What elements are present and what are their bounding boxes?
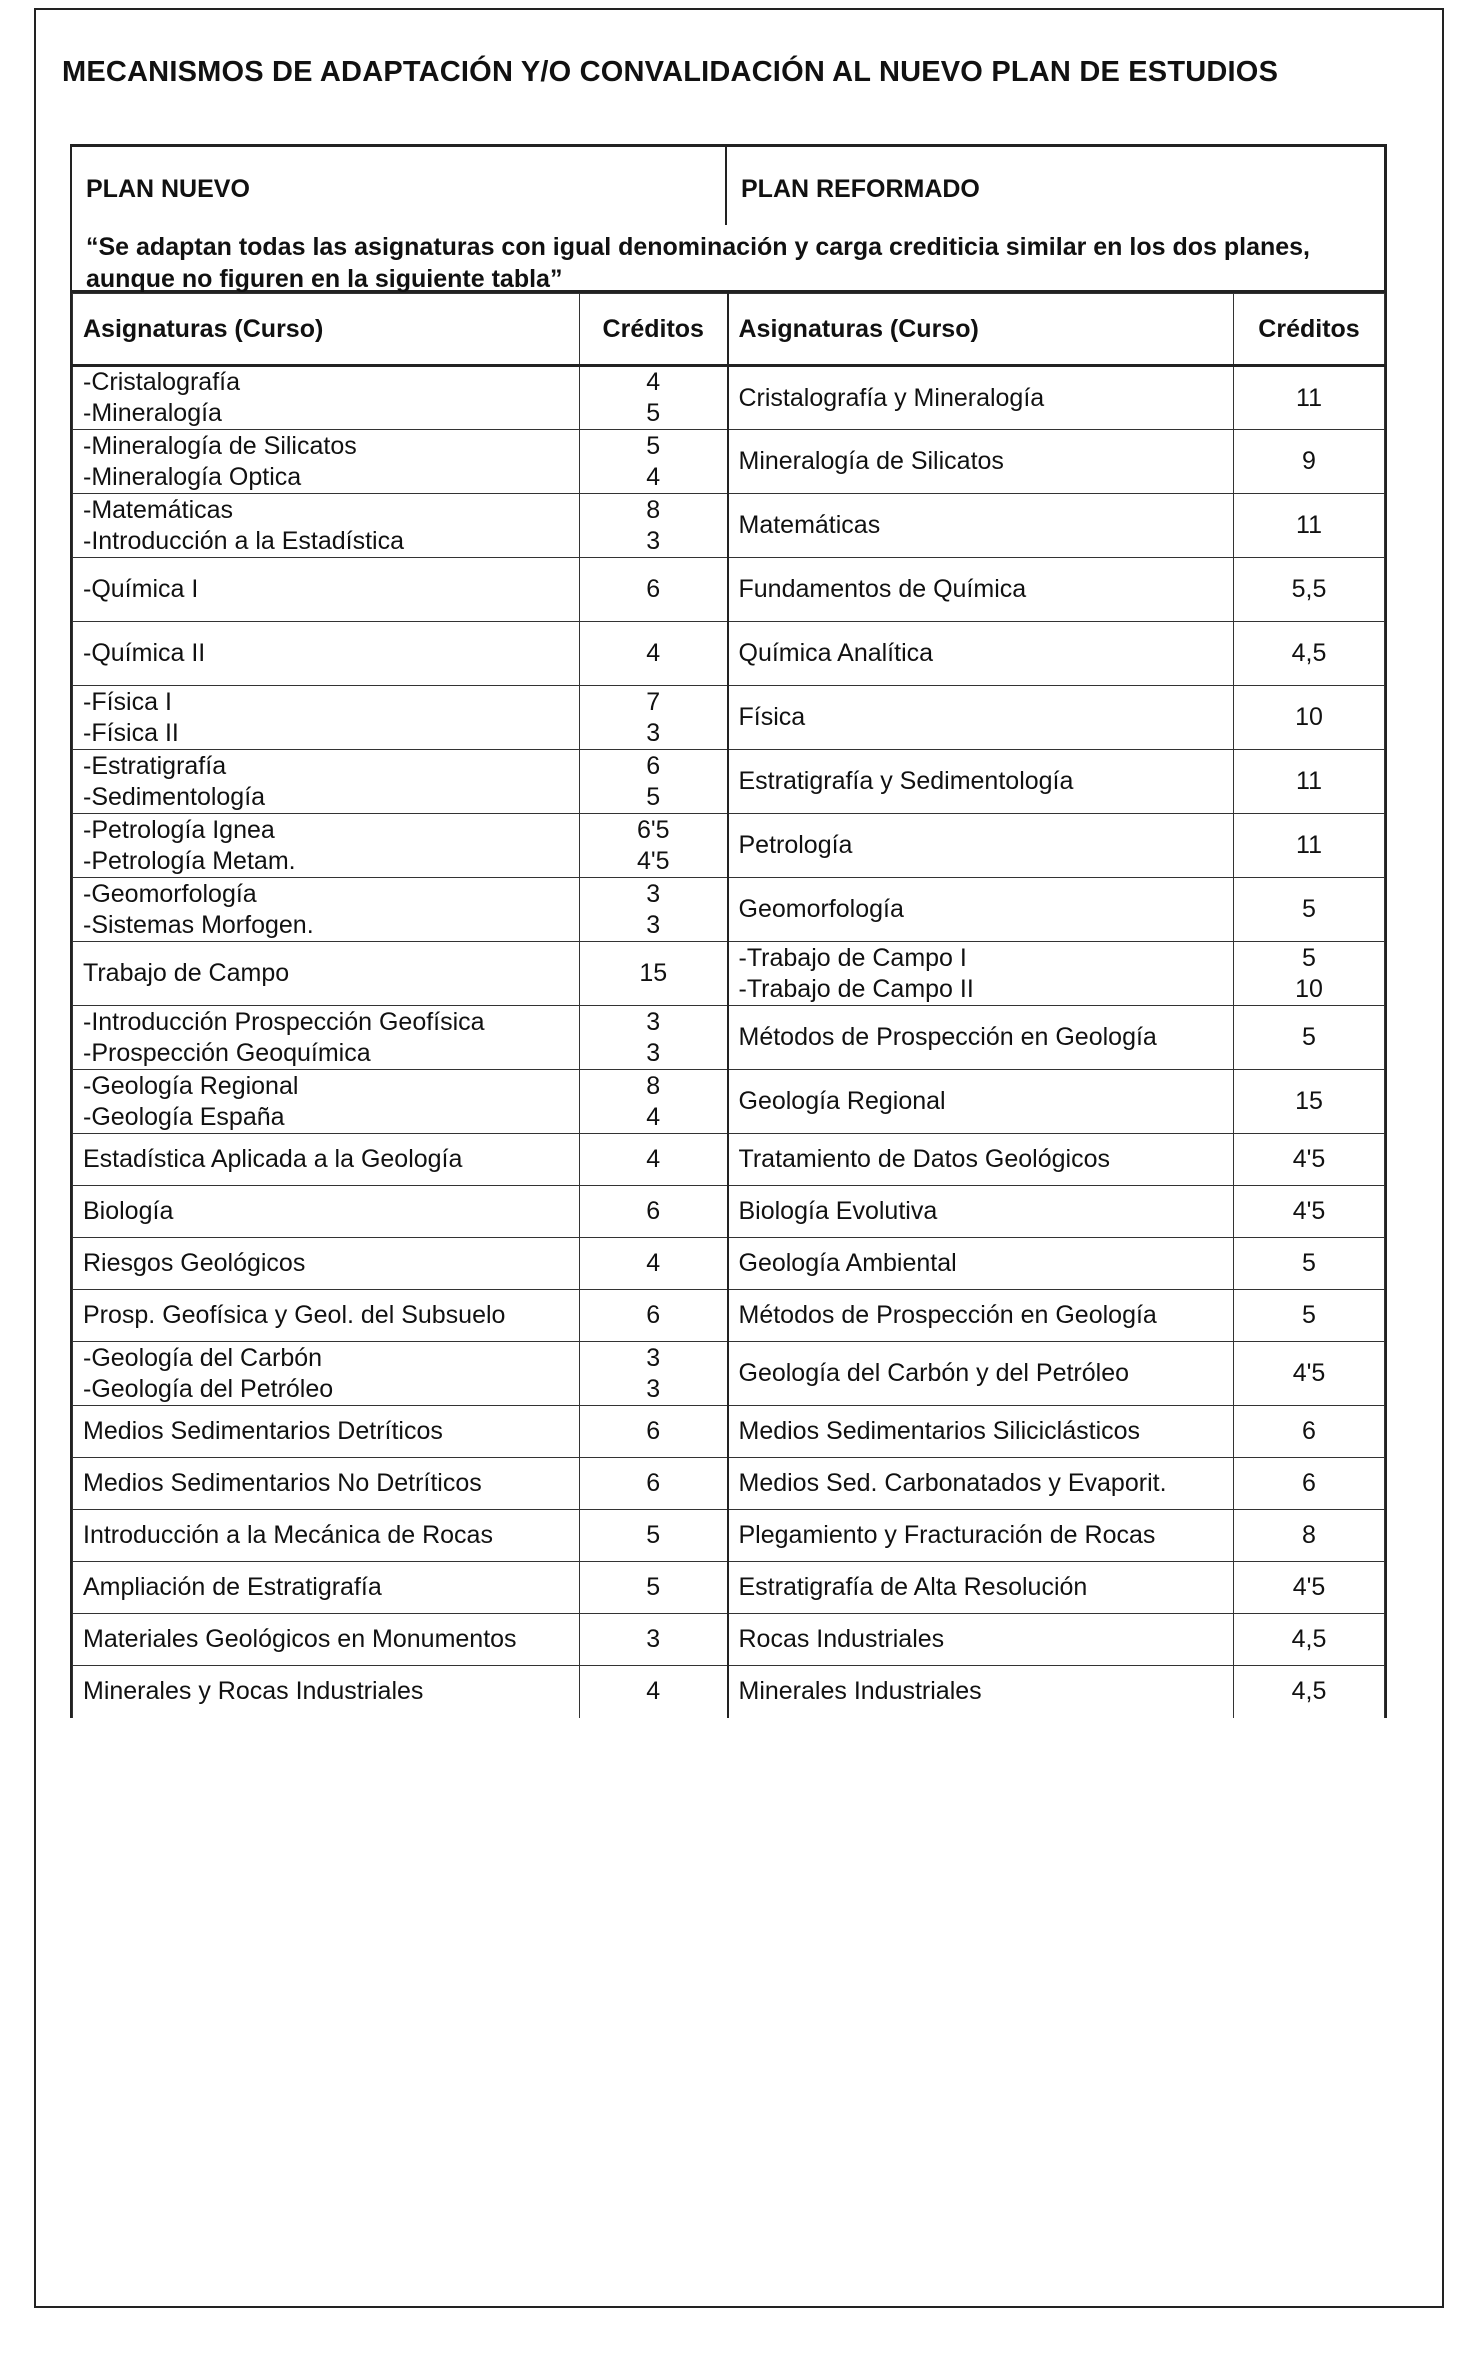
credits-new-cell bbox=[1234, 1666, 1385, 1718]
credits-new-line: 4'5 bbox=[1292, 1359, 1326, 1387]
credits-new-line: 6 bbox=[1302, 1469, 1316, 1497]
subject-old-line: -Petrología Ignea bbox=[83, 815, 275, 844]
subject-old-line: Ampliación de Estratigrafía bbox=[83, 1573, 382, 1601]
credits-old-line: 3 bbox=[646, 1038, 661, 1067]
credits-old-cell bbox=[580, 1134, 728, 1186]
subject-new-line: Métodos de Prospección en Geología bbox=[738, 1301, 1157, 1329]
credits-new-line: 5 bbox=[1302, 1249, 1316, 1277]
subject-new-line: Fundamentos de Química bbox=[738, 575, 1027, 603]
subject-new-line: Biología Evolutiva bbox=[738, 1197, 938, 1225]
table-row bbox=[73, 1562, 1385, 1614]
subject-old-cell bbox=[73, 366, 580, 430]
subject-new-line: Geomorfología bbox=[738, 895, 904, 923]
credits-new-line: 4,5 bbox=[1291, 639, 1327, 667]
credits-new-cell bbox=[1234, 1510, 1385, 1562]
subject-new-line: Tratamiento de Datos Geológicos bbox=[738, 1145, 1110, 1173]
credits-new-line: 5 bbox=[1302, 1023, 1316, 1051]
subject-new-line: Medios Sedimentarios Siliciclásticos bbox=[738, 1417, 1141, 1445]
table-row bbox=[73, 1510, 1385, 1562]
credits-new-line: 11 bbox=[1296, 511, 1322, 539]
subject-old-cell bbox=[73, 1406, 580, 1458]
credits-old-line: 3 bbox=[646, 910, 661, 939]
subject-old-line: -Geología del Petróleo bbox=[83, 1374, 334, 1403]
subject-old-cell bbox=[73, 1510, 580, 1562]
credits-old-cell bbox=[580, 430, 728, 494]
credits-old-line: 6 bbox=[646, 751, 661, 780]
subject-old-line: Prosp. Geofísica y Geol. del Subsuelo bbox=[83, 1301, 506, 1329]
table-row bbox=[73, 558, 1385, 622]
subject-new-line: Estratigrafía de Alta Resolución bbox=[738, 1573, 1088, 1601]
subject-new-cell bbox=[728, 1406, 1234, 1458]
col-header-subjects-left: Asignaturas (Curso) bbox=[73, 294, 580, 366]
subject-old-line: -Química II bbox=[83, 639, 206, 667]
subject-new-line: Geología Regional bbox=[738, 1087, 946, 1115]
document-title: MECANISMOS DE ADAPTACIÓN Y/O CONVALIDACIÓN AL NUEVO PLAN DE ESTUDIOS bbox=[62, 56, 1279, 88]
credits-old-line: 5 bbox=[646, 1573, 661, 1601]
subject-new-line: Estratigrafía y Sedimentología bbox=[738, 767, 1074, 795]
subject-new-cell bbox=[728, 1562, 1234, 1614]
subject-old-line: Materiales Geológicos en Monumentos bbox=[83, 1625, 517, 1653]
credits-new-line: 9 bbox=[1302, 447, 1316, 475]
credits-new-line: 6 bbox=[1302, 1417, 1316, 1445]
credits-new-cell bbox=[1234, 1290, 1385, 1342]
table-row bbox=[73, 1134, 1385, 1186]
credits-old-line: 3 bbox=[646, 1625, 661, 1653]
subject-new-line: -Trabajo de Campo II bbox=[738, 974, 974, 1003]
subject-old-line: -Petrología Metam. bbox=[83, 846, 296, 875]
table-row bbox=[73, 1006, 1385, 1070]
credits-old-line: 8 bbox=[646, 1071, 661, 1100]
subject-old-cell bbox=[73, 942, 580, 1006]
subject-new-cell bbox=[728, 814, 1234, 878]
plan-header-row bbox=[72, 147, 1384, 225]
subject-new-cell bbox=[728, 686, 1234, 750]
subject-new-line: Minerales Industriales bbox=[738, 1677, 982, 1706]
plan-reformado-label: PLAN REFORMADO bbox=[741, 175, 980, 203]
subject-old-cell bbox=[73, 1238, 580, 1290]
subject-new-cell bbox=[728, 1290, 1234, 1342]
subject-new-line: Medios Sed. Carbonatados y Evaporit. bbox=[738, 1469, 1167, 1497]
table-row bbox=[73, 814, 1385, 878]
credits-new-line: 5 bbox=[1302, 1301, 1316, 1329]
subject-old-line: -Geomorfología bbox=[83, 879, 257, 908]
credits-old-cell bbox=[580, 814, 728, 878]
subject-old-cell bbox=[73, 1290, 580, 1342]
credits-new-cell bbox=[1234, 494, 1385, 558]
credits-old-cell bbox=[580, 1186, 728, 1238]
subject-old-line: -Mineralogía Optica bbox=[83, 462, 302, 491]
subject-old-cell bbox=[73, 1070, 580, 1134]
subject-new-cell bbox=[728, 942, 1234, 1006]
subject-old-cell bbox=[73, 814, 580, 878]
subject-old-cell bbox=[73, 558, 580, 622]
table-row bbox=[73, 686, 1385, 750]
credits-old-line: 6 bbox=[646, 1301, 661, 1329]
table-row bbox=[73, 622, 1385, 686]
table-row bbox=[73, 1458, 1385, 1510]
credits-old-line: 3 bbox=[646, 718, 661, 747]
subject-old-cell bbox=[73, 622, 580, 686]
subject-old-line: Biología bbox=[83, 1197, 174, 1225]
subject-new-cell bbox=[728, 1134, 1234, 1186]
table-row bbox=[73, 1186, 1385, 1238]
credits-old-line: 3 bbox=[646, 1343, 661, 1372]
subject-old-line: -Química I bbox=[83, 575, 199, 603]
credits-new-line: 5 bbox=[1302, 943, 1316, 972]
credits-new-cell bbox=[1234, 750, 1385, 814]
subject-new-cell bbox=[728, 622, 1234, 686]
subject-old-cell bbox=[73, 1342, 580, 1406]
subject-old-cell bbox=[73, 878, 580, 942]
credits-old-line: 5 bbox=[646, 431, 661, 460]
subject-new-line: Matemáticas bbox=[738, 511, 881, 539]
subject-old-line: -Sedimentología bbox=[83, 782, 266, 811]
subject-new-line: Química Analítica bbox=[738, 639, 934, 667]
credits-old-line: 5 bbox=[646, 1521, 661, 1549]
subjects-table bbox=[72, 293, 1385, 1718]
credits-old-cell bbox=[580, 1666, 728, 1718]
credits-old-line: 3 bbox=[646, 526, 661, 555]
table-row bbox=[73, 750, 1385, 814]
credits-new-line: 8 bbox=[1302, 1521, 1316, 1549]
subject-old-cell bbox=[73, 1134, 580, 1186]
credits-old-cell bbox=[580, 1238, 728, 1290]
subject-old-line: Minerales y Rocas Industriales bbox=[83, 1677, 424, 1706]
credits-old-line: 7 bbox=[646, 687, 661, 716]
subject-old-line: Estadística Aplicada a la Geología bbox=[83, 1145, 463, 1173]
subject-new-line: Física bbox=[738, 703, 806, 731]
table-row bbox=[73, 1614, 1385, 1666]
subject-old-cell bbox=[73, 686, 580, 750]
subject-new-line: Petrología bbox=[738, 831, 853, 859]
credits-old-line: 5 bbox=[646, 782, 661, 811]
plan-nuevo-label: PLAN NUEVO bbox=[72, 147, 727, 225]
credits-old-cell bbox=[580, 1562, 728, 1614]
col-header-credits-right: Créditos bbox=[1234, 294, 1385, 366]
table-row bbox=[73, 1290, 1385, 1342]
subject-new-cell bbox=[728, 558, 1234, 622]
credits-old-line: 15 bbox=[639, 959, 668, 987]
credits-old-line: 6 bbox=[646, 1417, 661, 1445]
subject-new-cell bbox=[728, 1666, 1234, 1718]
subject-new-line: Plegamiento y Fracturación de Rocas bbox=[738, 1521, 1156, 1549]
subject-old-cell bbox=[73, 430, 580, 494]
subject-old-cell bbox=[73, 1614, 580, 1666]
credits-new-cell bbox=[1234, 1458, 1385, 1510]
credits-new-cell bbox=[1234, 558, 1385, 622]
credits-new-cell bbox=[1234, 622, 1385, 686]
subject-new-cell bbox=[728, 1186, 1234, 1238]
table-row bbox=[73, 1666, 1385, 1718]
credits-old-line: 6 bbox=[646, 1197, 661, 1225]
subject-old-line: -Introducción a la Estadística bbox=[83, 526, 404, 555]
subject-old-line: Trabajo de Campo bbox=[83, 959, 290, 987]
credits-old-cell bbox=[580, 1614, 728, 1666]
subject-old-line: -Sistemas Morfogen. bbox=[83, 910, 314, 939]
table-row bbox=[73, 1070, 1385, 1134]
credits-new-cell bbox=[1234, 1342, 1385, 1406]
subject-new-line: Mineralogía de Silicatos bbox=[738, 447, 1004, 475]
credits-old-line: 6 bbox=[646, 575, 661, 603]
credits-old-cell bbox=[580, 686, 728, 750]
subject-old-line: -Geología España bbox=[83, 1102, 285, 1131]
credits-new-line: 4,5 bbox=[1291, 1677, 1327, 1706]
credits-old-cell bbox=[580, 1006, 728, 1070]
subject-old-line: -Geología Regional bbox=[83, 1071, 299, 1100]
subject-old-line: -Introducción Prospección Geofísica bbox=[83, 1007, 485, 1036]
credits-old-cell bbox=[580, 366, 728, 430]
credits-old-line: 3 bbox=[646, 1374, 661, 1403]
table-row bbox=[73, 430, 1385, 494]
credits-old-cell bbox=[580, 1458, 728, 1510]
subject-new-cell bbox=[728, 1006, 1234, 1070]
table-row bbox=[73, 1342, 1385, 1406]
credits-old-cell bbox=[580, 1290, 728, 1342]
credits-old-line: 4 bbox=[646, 462, 661, 491]
subject-new-line: Métodos de Prospección en Geología bbox=[738, 1023, 1157, 1051]
credits-new-cell bbox=[1234, 878, 1385, 942]
subject-old-cell bbox=[73, 494, 580, 558]
credits-old-line: 4 bbox=[646, 1145, 661, 1173]
credits-new-cell bbox=[1234, 1562, 1385, 1614]
credits-old-line: 3 bbox=[646, 1007, 661, 1036]
credits-old-line: 4'5 bbox=[636, 846, 670, 875]
subject-old-line: -Mineralogía de Silicatos bbox=[83, 431, 357, 460]
table-row bbox=[73, 366, 1385, 430]
credits-old-cell bbox=[580, 750, 728, 814]
subject-old-line: -Física II bbox=[83, 718, 179, 747]
credits-old-cell bbox=[580, 1342, 728, 1406]
credits-new-line: 11 bbox=[1296, 767, 1322, 795]
adaptation-note: “Se adaptan todas las asignaturas con igual denominación y carga crediticia similar en los dos planes, aunque no figuren en la siguiente tabla” bbox=[72, 225, 1384, 293]
credits-old-cell bbox=[580, 878, 728, 942]
credits-old-line: 6'5 bbox=[636, 815, 670, 844]
credits-old-line: 4 bbox=[646, 1249, 661, 1277]
subject-old-line: -Prospección Geoquímica bbox=[83, 1038, 371, 1067]
credits-new-cell bbox=[1234, 1406, 1385, 1458]
equivalence-table bbox=[70, 144, 1387, 1718]
subject-new-line: Geología del Carbón y del Petróleo bbox=[738, 1359, 1130, 1387]
credits-new-cell bbox=[1234, 1186, 1385, 1238]
credits-new-line: 11 bbox=[1296, 383, 1322, 412]
credits-new-cell bbox=[1234, 1070, 1385, 1134]
credits-new-cell bbox=[1234, 430, 1385, 494]
credits-new-cell bbox=[1234, 686, 1385, 750]
subject-new-cell bbox=[728, 1238, 1234, 1290]
credits-old-cell bbox=[580, 1510, 728, 1562]
credits-old-cell bbox=[580, 1070, 728, 1134]
subject-new-cell bbox=[728, 1458, 1234, 1510]
credits-new-cell bbox=[1234, 1614, 1385, 1666]
credits-new-line: 4,5 bbox=[1291, 1625, 1327, 1653]
subject-old-cell bbox=[73, 1458, 580, 1510]
subject-old-line: -Cristalografía bbox=[83, 368, 240, 396]
subject-old-line: -Matemáticas bbox=[83, 495, 234, 524]
credits-new-line: 15 bbox=[1295, 1087, 1323, 1115]
credits-old-cell bbox=[580, 622, 728, 686]
subject-new-cell bbox=[728, 878, 1234, 942]
credits-new-line: 5,5 bbox=[1291, 575, 1327, 603]
subject-old-cell bbox=[73, 750, 580, 814]
subject-new-line: Geología Ambiental bbox=[738, 1249, 957, 1277]
credits-old-line: 4 bbox=[646, 639, 661, 667]
subject-new-cell bbox=[728, 750, 1234, 814]
credits-new-cell bbox=[1234, 942, 1385, 1006]
credits-new-line: 4'5 bbox=[1292, 1145, 1326, 1173]
table-row bbox=[73, 942, 1385, 1006]
credits-new-line: 10 bbox=[1295, 974, 1323, 1003]
credits-old-line: 5 bbox=[646, 399, 661, 427]
credits-new-line: 11 bbox=[1296, 831, 1322, 859]
credits-new-cell bbox=[1234, 366, 1385, 430]
table-row bbox=[73, 878, 1385, 942]
credits-new-cell bbox=[1234, 1134, 1385, 1186]
subject-old-cell bbox=[73, 1186, 580, 1238]
subject-old-line: Medios Sedimentarios No Detríticos bbox=[83, 1469, 482, 1497]
col-header-credits-left: Créditos bbox=[580, 294, 728, 366]
credits-old-cell bbox=[580, 1406, 728, 1458]
table-row bbox=[73, 1406, 1385, 1458]
credits-old-line: 8 bbox=[646, 495, 661, 524]
subject-old-line: Introducción a la Mecánica de Rocas bbox=[83, 1521, 493, 1549]
credits-old-line: 4 bbox=[646, 1102, 661, 1131]
subject-new-cell bbox=[728, 430, 1234, 494]
credits-old-line: 3 bbox=[646, 879, 661, 908]
subject-new-line: -Trabajo de Campo I bbox=[738, 943, 967, 972]
credits-old-cell bbox=[580, 494, 728, 558]
credits-old-cell bbox=[580, 942, 728, 1006]
subject-old-line: -Geología del Carbón bbox=[83, 1343, 323, 1372]
subject-new-cell bbox=[728, 366, 1234, 430]
credits-old-line: 4 bbox=[646, 1677, 661, 1706]
subject-new-cell bbox=[728, 1614, 1234, 1666]
credits-new-line: 4'5 bbox=[1292, 1573, 1326, 1601]
subject-new-line: Rocas Industriales bbox=[738, 1625, 945, 1653]
credits-new-cell bbox=[1234, 814, 1385, 878]
credits-new-line: 4'5 bbox=[1292, 1197, 1326, 1225]
subject-old-line: Medios Sedimentarios Detríticos bbox=[83, 1417, 443, 1445]
subject-old-line: -Mineralogía bbox=[83, 399, 222, 427]
subject-new-line: Cristalografía y Mineralogía bbox=[738, 383, 1045, 412]
table-row bbox=[73, 494, 1385, 558]
col-header-subjects-right: Asignaturas (Curso) bbox=[728, 294, 1234, 366]
subject-new-cell bbox=[728, 1342, 1234, 1406]
credits-new-cell bbox=[1234, 1238, 1385, 1290]
credits-new-line: 5 bbox=[1302, 895, 1316, 923]
subject-new-cell bbox=[728, 1510, 1234, 1562]
credits-old-line: 4 bbox=[646, 368, 661, 396]
subject-old-line: Riesgos Geológicos bbox=[83, 1249, 306, 1277]
credits-old-cell bbox=[580, 558, 728, 622]
credits-new-line: 10 bbox=[1295, 703, 1323, 731]
subject-old-cell bbox=[73, 1666, 580, 1718]
subject-old-line: -Estratigrafía bbox=[83, 751, 227, 780]
subject-new-cell bbox=[728, 494, 1234, 558]
subject-new-cell bbox=[728, 1070, 1234, 1134]
subject-old-cell bbox=[73, 1006, 580, 1070]
subject-old-line: -Física I bbox=[83, 687, 172, 716]
credits-new-cell bbox=[1234, 1006, 1385, 1070]
credits-old-line: 6 bbox=[646, 1469, 661, 1497]
table-row bbox=[73, 1238, 1385, 1290]
subject-old-cell bbox=[73, 1562, 580, 1614]
column-header-row bbox=[73, 294, 1385, 366]
